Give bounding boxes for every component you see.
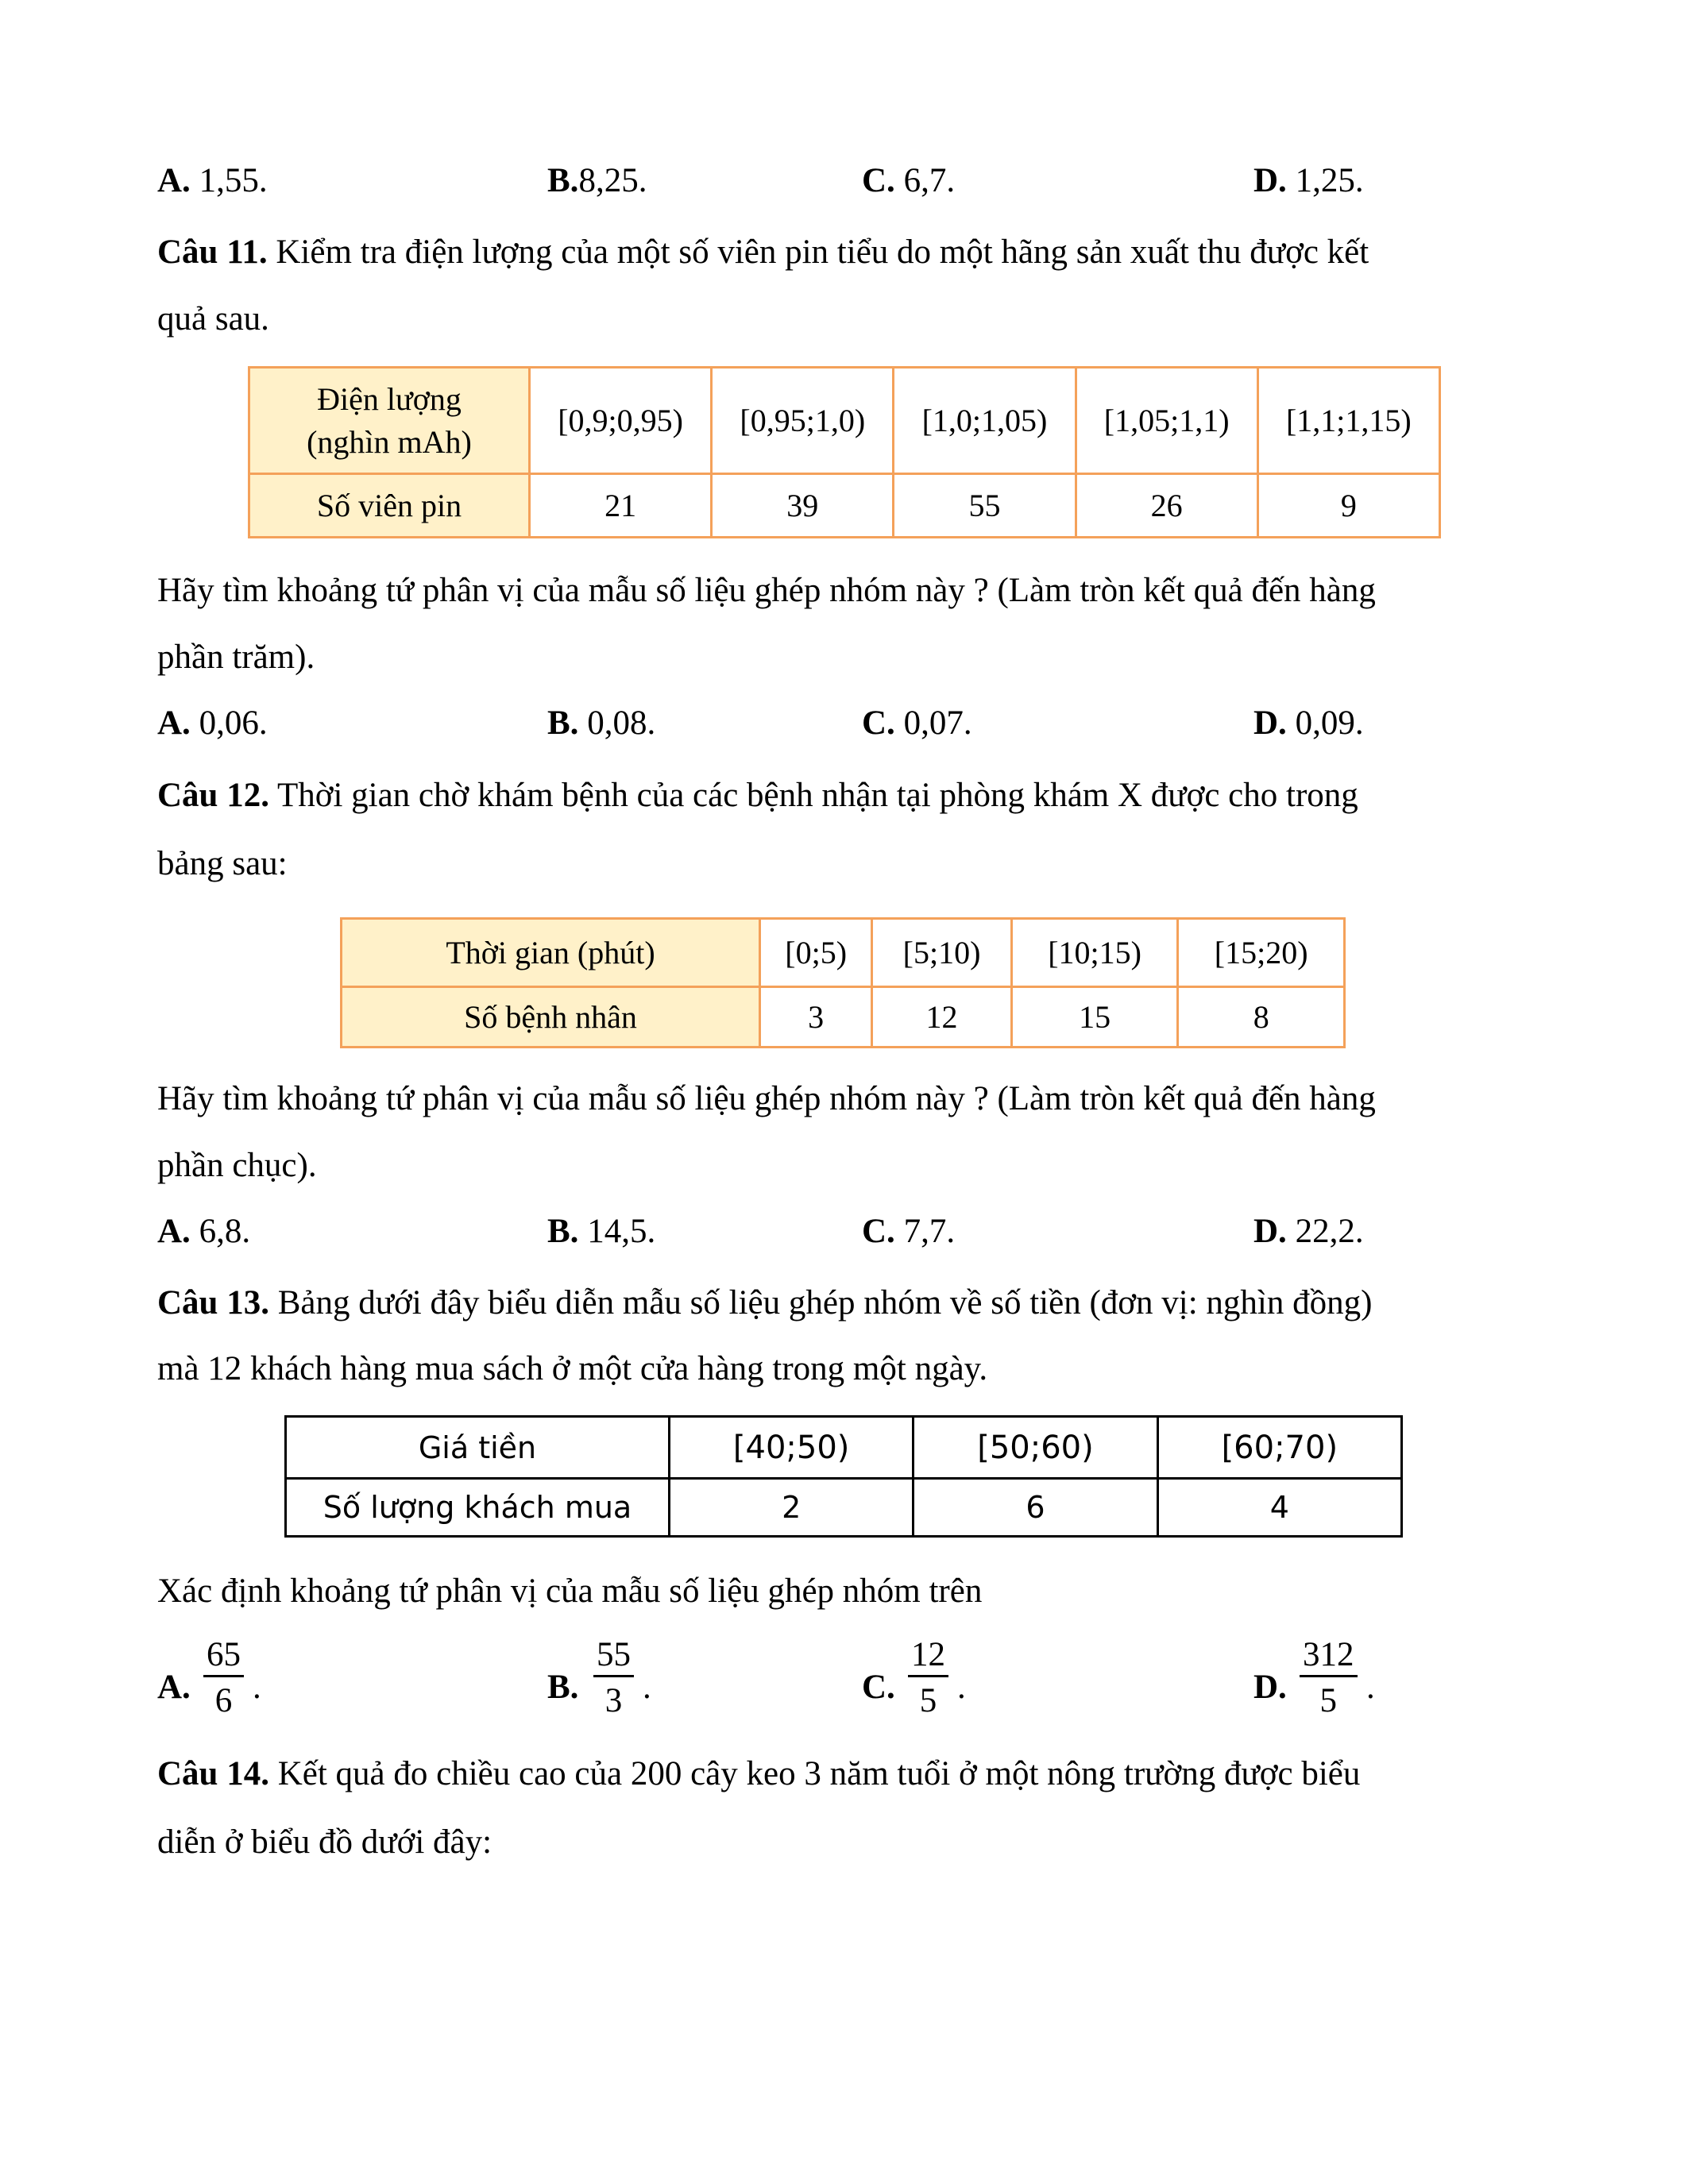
q14-stem-line1: Câu 14. Kết quả đo chiều cao của 200 cây keo 3 năm tuổi ở một nông trường được biểu (157, 1755, 1361, 1792)
fraction: $\frac{65}{6}$ (203, 1638, 244, 1718)
q11-count: 39 (712, 474, 894, 538)
q10-option-b: B.8,25. (547, 162, 647, 199)
q11-option-d: D. 0,09. (1253, 704, 1364, 742)
q12-row-label: Số bệnh nhân (342, 987, 760, 1048)
q11-interval: [1,05;1,1) (1076, 368, 1257, 474)
q12-interval: [0;5) (760, 919, 872, 987)
q12-count: 15 (1011, 987, 1178, 1048)
q13-interval: [50;60) (914, 1417, 1157, 1479)
q11-count: 9 (1257, 474, 1439, 538)
q12-option-b: B. 14,5. (547, 1213, 656, 1250)
q11-interval: [1,0;1,05) (894, 368, 1076, 474)
q11-ask-line2: phần trăm). (157, 639, 315, 676)
q13-ask: Xác định khoảng tứ phân vị của mẫu số liệu ghép nhóm trên (157, 1572, 983, 1610)
q13-stem-line1: Câu 13. Bảng dưới đây biểu diễn mẫu số liệu ghép nhóm về số tiền (đơn vị: nghìn đồng) (157, 1284, 1373, 1322)
q12-count: 3 (760, 987, 872, 1048)
q12-interval: [5;10) (872, 919, 1011, 987)
q12-ask-line2: phần chục). (157, 1147, 317, 1184)
q11-table (248, 366, 1441, 538)
q13-interval: [40;50) (670, 1417, 914, 1479)
q11-interval: [0,95;1,0) (712, 368, 894, 474)
q12-table-header: Thời gian (phút) (342, 919, 760, 987)
q11-count: 21 (530, 474, 712, 538)
q13-table (284, 1415, 1403, 1538)
q11-interval: [0,9;0,95) (530, 368, 712, 474)
q12-number: Câu 12. (157, 777, 269, 814)
q12-ask-line1: Hãy tìm khoảng tứ phân vị của mẫu số liệu ghép nhóm này ? (Làm tròn kết quả đến hàng (157, 1080, 1376, 1117)
q10-option-a: A. 1,55. (157, 162, 268, 199)
q12-option-d: D. 22,2. (1253, 1213, 1364, 1250)
q11-table-header: Điện lượng (nghìn mAh) (249, 368, 530, 474)
q11-row-label: Số viên pin (249, 474, 530, 538)
q11-count: 55 (894, 474, 1076, 538)
q11-number: Câu 11. (157, 233, 268, 271)
q12-interval: [15;20) (1178, 919, 1345, 987)
q11-interval: [1,1;1,15) (1257, 368, 1439, 474)
q14-number: Câu 14. (157, 1755, 269, 1792)
q10-option-d: D. 1,25. (1253, 162, 1364, 199)
q11-count: 26 (1076, 474, 1257, 538)
q14-stem-line2: diễn ở biểu đồ dưới đây: (157, 1823, 492, 1861)
q13-interval: [60;70) (1157, 1417, 1401, 1479)
q10-option-c: C. 6,7. (862, 162, 956, 199)
q12-table (340, 917, 1346, 1048)
q13-row-label: Số lượng khách mua (286, 1479, 670, 1537)
fraction: $\frac{12}{5}$ (908, 1638, 948, 1718)
q13-table-header: Giá tiền (286, 1417, 670, 1479)
q13-stem-line2: mà 12 khách hàng mua sách ở một cửa hàng trong một ngày. (157, 1350, 988, 1387)
q11-option-b: B. 0,08. (547, 704, 656, 742)
q13-count: 4 (1157, 1479, 1401, 1537)
q12-stem-line2: bảng sau: (157, 845, 288, 882)
fraction: $\frac{55}{3}$ (593, 1638, 634, 1718)
q13-count: 2 (670, 1479, 914, 1537)
q12-count: 8 (1178, 987, 1345, 1048)
fraction: $\frac{312}{5}$ (1300, 1638, 1358, 1718)
q13-count: 6 (914, 1479, 1157, 1537)
q11-stem-line2: quả sau. (157, 300, 269, 338)
q12-interval: [10;15) (1011, 919, 1178, 987)
q11-ask-line1: Hãy tìm khoảng tứ phân vị của mẫu số liệu ghép nhóm này ? (Làm tròn kết quả đến hàng (157, 572, 1376, 609)
q11-stem-line1: Câu 11. Kiểm tra điện lượng của một số viên pin tiểu do một hãng sản xuất thu được kết (157, 233, 1369, 271)
q12-count: 12 (872, 987, 1011, 1048)
q11-option-a: A. 0,06. (157, 704, 268, 742)
q12-stem-line1: Câu 12. Thời gian chờ khám bệnh của các bệnh nhận tại phòng khám X được cho trong (157, 777, 1358, 814)
q12-option-c: C. 7,7. (862, 1213, 956, 1250)
q11-option-c: C. 0,07. (862, 704, 972, 742)
q12-option-a: A. 6,8. (157, 1213, 251, 1250)
q13-number: Câu 13. (157, 1284, 269, 1322)
